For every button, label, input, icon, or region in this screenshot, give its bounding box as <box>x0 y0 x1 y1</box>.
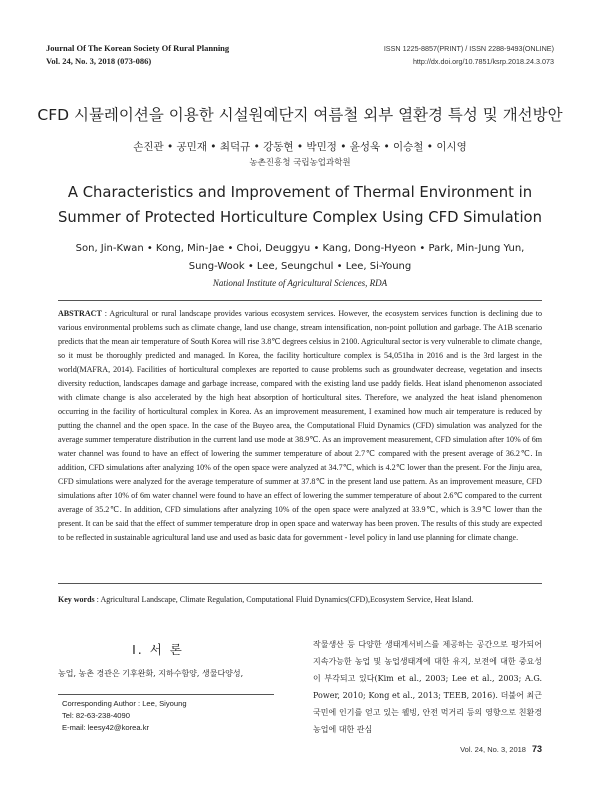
journal-volume: Vol. 24, No. 3, 2018 (073-086) <box>46 56 152 66</box>
keywords-label: Key words <box>58 595 95 604</box>
keywords-text: : Agricultural Landscape, Climate Regulation, Computational Fluid Dynamics(CFD),Ecosystem Service, Heat Island. <box>94 595 474 604</box>
abstract-top-rule <box>58 300 542 301</box>
doi-link[interactable]: http://dx.doi.org/10.7851/ksrp.2018.24.3.073 <box>412 57 554 66</box>
corresponding-rule <box>58 694 274 695</box>
journal-header <box>46 42 229 68</box>
affiliation-korean: 농촌진흥청 국립농업과학원 <box>249 158 351 168</box>
title-korean: CFD 시뮬레이션을 이용한 시설원예단지 여름철 외부 열환경 특성 및 개선방안 <box>37 106 563 124</box>
page-footer <box>460 744 542 754</box>
intro-right-column: 작물생산 등 다양한 생태계서비스를 제공하는 공간으로 평가되어 지속가능한 농업 및 농업생태계에 대한 유지, 보전에 대한 중요성이 부각되고 있다(Kim et al., 2003; Lee et al., 2003; A.G. Power, 2010; Kong et al., 2013; TEEB, 2016). 더불어 최근 국민에 인기를 얻고 있는 웰빙, 안전 먹거리 등의 영향으로 친환경농업에 대한 관심 <box>313 640 542 734</box>
issn-header <box>384 42 554 68</box>
issn-text: ISSN 1225-8857(PRINT) / ISSN 2288-9493(ONLINE) <box>383 44 554 53</box>
authors-korean: 손진관 • 공민재 • 최덕규 • 강동현 • 박민정 • 윤성욱 • 이승철 • 이시영 <box>133 141 467 153</box>
page-number: 73 <box>531 744 542 754</box>
abstract-bottom-rule <box>58 583 542 584</box>
abstract-block <box>58 307 542 545</box>
section-title-introduction: I. 서 론 <box>132 642 184 657</box>
corresponding-email[interactable]: E-mail: leesy42@korea.kr <box>62 723 150 732</box>
intro-left-column: 농업, 농촌 경관은 기후완화, 지하수함양, 생물다양성, <box>58 669 244 678</box>
affiliation-english: National Institute of Agricultural Sciences, RDA <box>212 278 388 288</box>
authors-english: Son, Jin-Kwan • Kong, Min-Jae • Choi, Deuggyu • Kang, Dong-Hyeon • Park, Min-Jung Yun, Sung-Wook • Lee, Seungchul • Lee, Si-Young <box>75 243 525 272</box>
footer-volume: Vol. 24, No. 3, 2018 <box>460 745 526 754</box>
corresponding-author: Corresponding Author : Lee, Siyoung <box>62 699 187 708</box>
corresponding-tel: Tel: 82-63-238-4090 <box>62 711 130 720</box>
abstract-label: ABSTRACT <box>58 309 102 318</box>
journal-name: Journal Of The Korean Society Of Rural Planning <box>46 43 230 53</box>
keywords-block <box>58 593 542 607</box>
title-english: A Characteristics and Improvement of Thermal Environment in Summer of Protected Horticulture Complex Using CFD Simulation <box>57 184 542 226</box>
corresponding-author-block <box>62 698 187 734</box>
abstract-text: : Agricultural or rural landscape provides various ecosystem services. However, the ecosystem services function is declining due to various environmental problems such as climate change, land use change, stream intensification, non-point pollution and garbage. The A1B scenario predicts that the mean air temperature of South Korea will rise 3.8℃ degrees celsius in 2100. Agricultural sector is very vulnerable to climate change, so it must be thoroughly predicted and managed. In Korea, the facility horticulture complex is 54,051ha in 2016 and is the 3rd largest in the world(MAFRA, 2014). Facilities of horticultural complexes are reported to cause problems such as groundwater decrease, vegetation and insects diversity reduction, landscapes damage and garbage increase, compared with the existing land use paddy fields. Heat island phenomenon associated with climate change is also accelerated by the high heat absorption of horticultural sites. Therefore, we analyzed the heat island phenomenon occurring in the facility of horticultural complex in Korea. As an improvement measurement, I examined how much air temperature is reduced by putting the channel and the open space. In the case of the Buyeo area, the Computational Fluid Dynamics (CFD) simulation was analyzed for the average summer temperature distribution in the current land use mode at 38.9℃. As an improvement measurement, CFD simulation after 10% of 6m water channel was found to have an effect of lowering the summer temperature of about 2.7℃ compared with the present average of 36.2℃. In addition, CFD simulations after analyzing 10% of the open space were analyzed at 34.7℃, which is 4.2℃ lower than the present. For the Jinju area, CFD simulations were analyzed for the average temperature of summer at 37.8℃ in the present land use pattern. As an improvement measure, CFD simulations after 10% of 6m water channel were found to have an effect of lowering the summer temperature of about 2.6℃ compared to the current average of 35.2℃. In addition, CFD simulations after analyzing 10% of the open space were analyzed at 33.9℃, which is 3.9℃ lower than the present. It can be said that the effect of summer temperature drop in open space and waterway has been proven. The results of this study are expected to be reflected in sustainable agricultural land use and used as basic data for government - level policy in land use planning for climate change. <box>58 309 542 542</box>
